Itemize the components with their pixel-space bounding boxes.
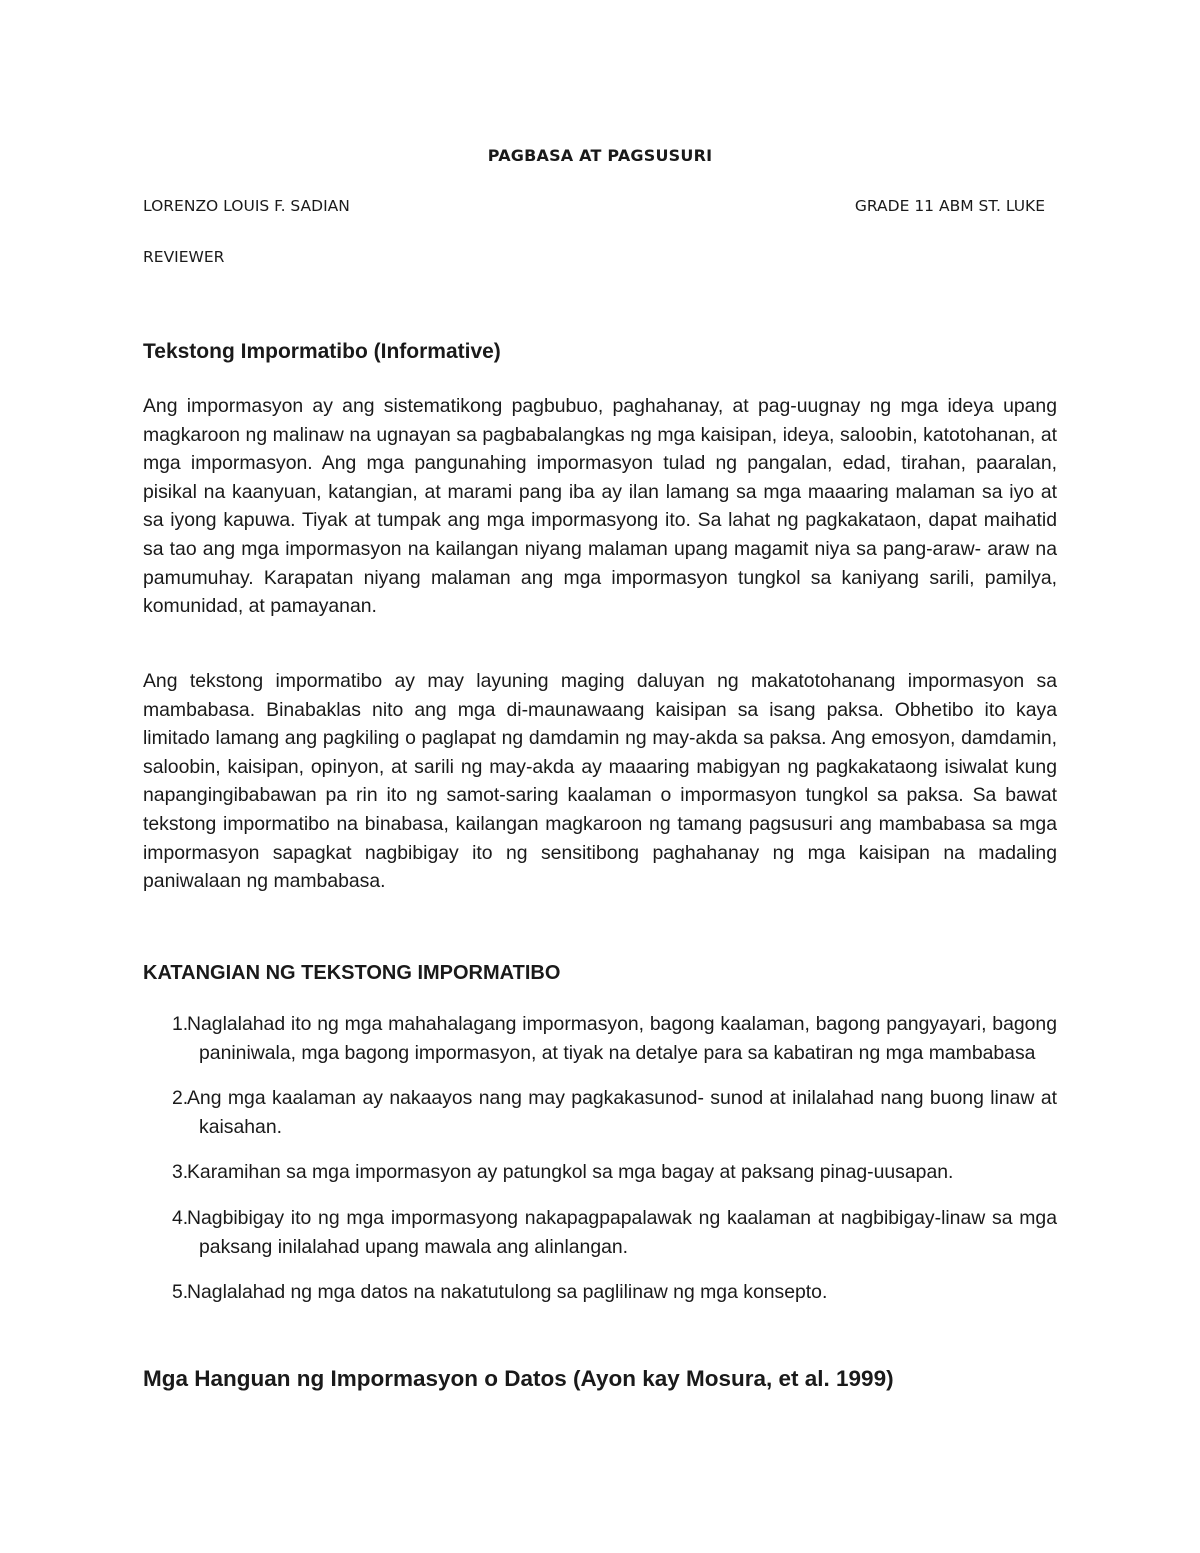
list-item-text: Naglalahad ito ng mga mahahalagang impormasyon, bagong kaalaman, bagong pangyayari, bagong paniniwala, mga bagong impormasyon, at tiyak na detalye para sa kabatiran ng mga mambabasa xyxy=(187,1013,1057,1064)
list-item-number: 2. xyxy=(172,1087,189,1110)
document-type-label: REVIEWER xyxy=(143,248,225,266)
list-item xyxy=(143,1204,1057,1261)
list-item xyxy=(143,1278,1057,1307)
list-item-text: Ang mga kaalaman ay nakaayos nang may pagkakasunod- sunod at inilalahad nang buong linaw at kaisahan. xyxy=(187,1087,1057,1138)
grade-section: GRADE 11 ABM ST. LUKE xyxy=(854,197,1045,215)
section-heading: Tekstong Impormatibo (Informative) xyxy=(143,340,501,363)
paragraph-1: Ang impormasyon ay ang sistematikong pagbubuo, paghahanay, at pag-uugnay ng mga ideya upang magkaroon ng malinaw na ugnayan sa pagbabalangkas ng mga kaisipan, ideya, saloobin, katotohanan, at mga impormasyon. Ang mga pangunahing impormasyon tulad ng pangalan, edad, tirahan, paaralan, pisikal na kaanyuan, katangian, at marami pang iba ay ilan lamang sa mga maaaring malaman sa iyo at sa iyong kapuwa. Tiyak at tumpak ang mga impormasyong ito. Sa lahat ng pagkakataon, dapat maihatid sa tao ang mga impormasyon na kailangan niyang malaman upang magamit niya sa pang-araw- araw na pamumuhay. Karapatan niyang malaman ang mga impormasyon tungkol sa kaniyang sarili, pamilya, komunidad, at pamayanan. xyxy=(143,395,1057,618)
list-item-text: Karamihan sa mga impormasyon ay patungkol sa mga bagay at paksang pinag-uusapan. xyxy=(187,1161,954,1184)
document-title: PAGBASA AT PAGSUSURI xyxy=(487,146,713,165)
list-item-number: 5. xyxy=(172,1281,189,1304)
katangian-heading: KATANGIAN NG TEKSTONG IMPORMATIBO xyxy=(143,962,561,984)
list-item xyxy=(143,1084,1057,1141)
list-item xyxy=(143,1158,1057,1187)
paragraph-2: Ang tekstong impormatibo ay may layuning maging daluyan ng makatotohanang impormasyon sa mambabasa. Binabaklas nito ang mga di-maunawaang kaisipan sa isang paksa. Obhetibo ito kaya limitado lamang ang pagkiling o paglapat ng damdamin ng may-akda sa paksa. Ang emosyon, damdamin, saloobin, kaisipan, opinyon, at sarili ng may-akda ay maaaring mabigyan ng pagkakataong isiwalat kung napangingibabawan pa rin ito ng samot-saring kaalaman o impormasyon tungkol sa paksa. Sa bawat tekstong impormatibo na binabasa, kailangan magkaroon ng tamang pagsusuri ang mambabasa sa mga impormasyon sapagkat nagbibigay ito ng sensitibong paghahanay ng mga kaisipan na madaling paniwalaan ng mambabasa. xyxy=(143,670,1057,893)
list-item-text: Nagbibigay ito ng mga impormasyong nakapagpapalawak ng kaalaman at nagbibigay-linaw sa mga paksang inilalahad upang mawala ang alinlangan. xyxy=(187,1206,1057,1258)
author-name: LORENZO LOUIS F. SADIAN xyxy=(143,197,350,215)
list-item-number: 3. xyxy=(172,1161,189,1184)
list-item-number: 4. xyxy=(172,1206,189,1229)
list-item-text: Naglalahad ng mga datos na nakatutulong sa paglilinaw ng mga konsepto. xyxy=(187,1281,828,1304)
author-row xyxy=(143,197,1045,215)
list-item xyxy=(143,1010,1057,1067)
katangian-list xyxy=(143,1010,1057,1324)
hanguan-heading: Mga Hanguan ng Impormasyon o Datos (Ayon kay Mosura, et al. 1999) xyxy=(143,1366,894,1391)
list-item-number: 1. xyxy=(172,1013,189,1035)
